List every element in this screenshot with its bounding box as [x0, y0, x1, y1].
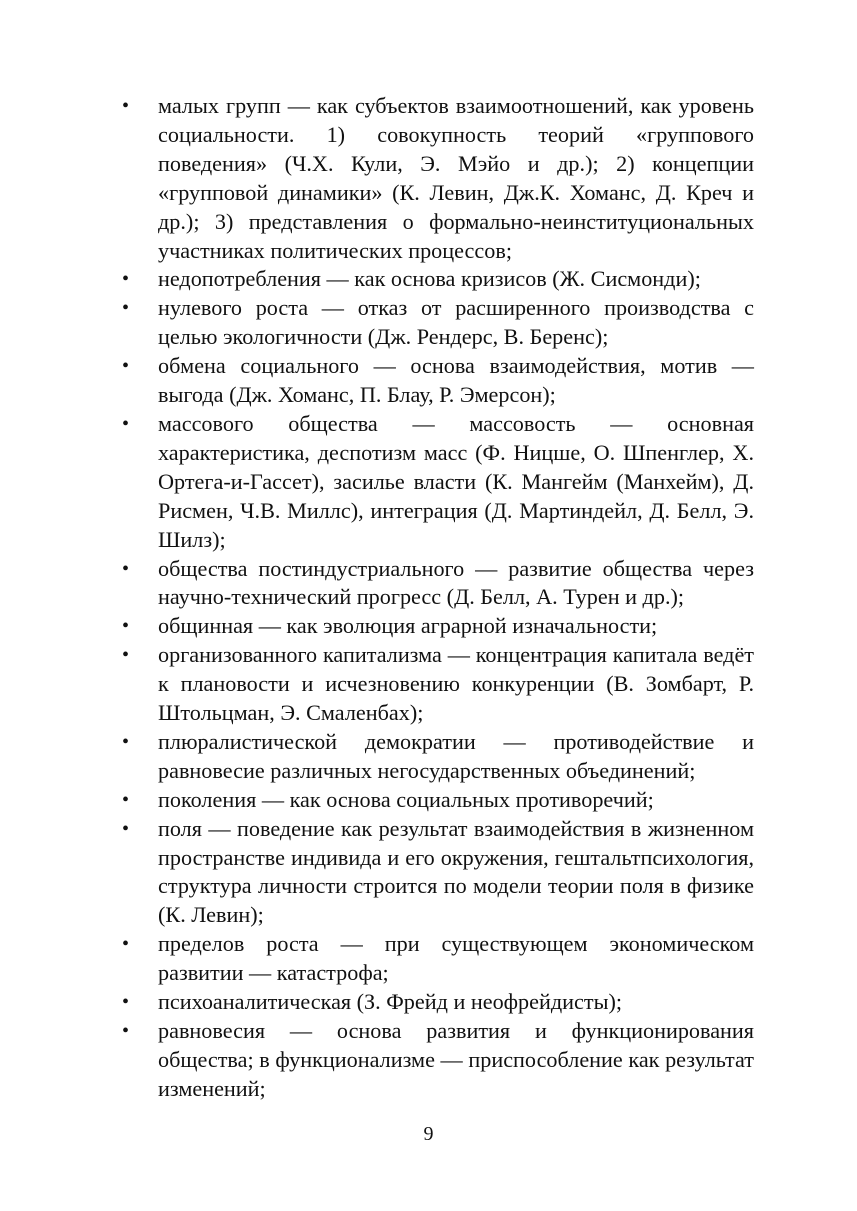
- bullet-icon: •: [122, 730, 130, 753]
- list-item-text: равновесия — основа развития и функционирования общества; в функционализме — приспособление как результат изменений;: [158, 1018, 754, 1101]
- list-item-text: поколения — как основа социальных противоречий;: [158, 786, 654, 812]
- bullet-icon: •: [122, 933, 130, 956]
- list-item: [114, 786, 754, 815]
- list-item: [114, 410, 754, 555]
- bullet-icon: •: [122, 817, 130, 840]
- list-item-text: поля — поведение как результат взаимодействия в жизненном пространстве индивида и его окружения, гештальтпсихология, структура личности строится по модели теории поля в физике (К. Левин);: [158, 815, 754, 928]
- list-item: [114, 92, 754, 265]
- list-item: [114, 728, 754, 786]
- list-item-text: организованного капитализма — концентрация капитала ведёт к плановости и исчезновению конкуренции (В. Зомбарт, Р. Штольцман, Э. Смаленбах);: [158, 642, 754, 726]
- list-item-text: общинная — как эволюция аграрной изначальности;: [158, 613, 658, 639]
- bullet-icon: •: [122, 991, 130, 1014]
- list-item: [114, 815, 754, 931]
- list-item: [114, 988, 754, 1017]
- bullet-icon: •: [122, 1020, 130, 1042]
- list-item-text: массового общества — массовость — основная характеристика, деспотизм масс (Ф. Ницше, О. Шпенглер, Х. Ортега-и-Гассет), засилье власти (К. Мангейм (Манхейм), Д. Рисмен, Ч.В. Миллс), интеграция (Д. Мартиндейл, Д. Белл, Э. Шилз);: [158, 410, 754, 552]
- list-item-text: пределов роста — при существующем экономическом развитии — катастрофа;: [158, 931, 754, 986]
- bullet-icon: •: [122, 95, 130, 117]
- list-item-text: психоаналитическая (З. Фрейд и неофрейдисты);: [158, 989, 623, 1015]
- page-number: 9: [423, 1123, 434, 1145]
- list-item: [114, 1017, 754, 1104]
- list-item: [114, 294, 754, 352]
- list-item: [114, 612, 754, 641]
- bullet-icon: •: [122, 615, 130, 638]
- bullet-icon: •: [122, 644, 130, 667]
- bullet-icon: •: [122, 355, 130, 378]
- bullet-icon: •: [122, 412, 130, 435]
- list-item: [114, 265, 754, 294]
- list-item: [114, 555, 754, 613]
- theory-list: [114, 92, 754, 1104]
- bullet-icon: •: [122, 557, 130, 580]
- list-item: [114, 641, 754, 728]
- list-item-text: нулевого роста — отказ от расширенного производства с целью экологичности (Дж. Рендерс, В. Беренс);: [158, 295, 754, 350]
- list-item-text: малых групп — как субъектов взаимоотношений, как уровень социальности. 1) совокупность теорий «группового поведения» (Ч.Х. Кули, Э. Мэйо и др.); 2) концепции «групповой динамики» (К. Левин, Дж.К. Хоманс, Д. Креч и др.); 3) представления о формально-неинституциональных участниках политических процессов;: [158, 93, 754, 263]
- bullet-icon: •: [122, 297, 130, 320]
- bullet-icon: •: [122, 268, 130, 291]
- bullet-icon: •: [122, 788, 130, 811]
- list-item-text: плюралистической демократии — противодействие и равновесие различных негосударственных объединений;: [158, 728, 754, 783]
- list-item-text: общества постиндустриального — развитие общества через научно-технический прогресс (Д. Белл, А. Турен и др.);: [158, 555, 754, 610]
- list-item-text: недопотребления — как основа кризисов (Ж. Сисмонди);: [158, 266, 701, 292]
- list-item: [114, 930, 754, 988]
- list-item: [114, 352, 754, 410]
- list-item-text: обмена социального — основа взаимодействия, мотив — выгода (Дж. Хоманс, П. Блау, Р. Эмерсон);: [158, 353, 754, 408]
